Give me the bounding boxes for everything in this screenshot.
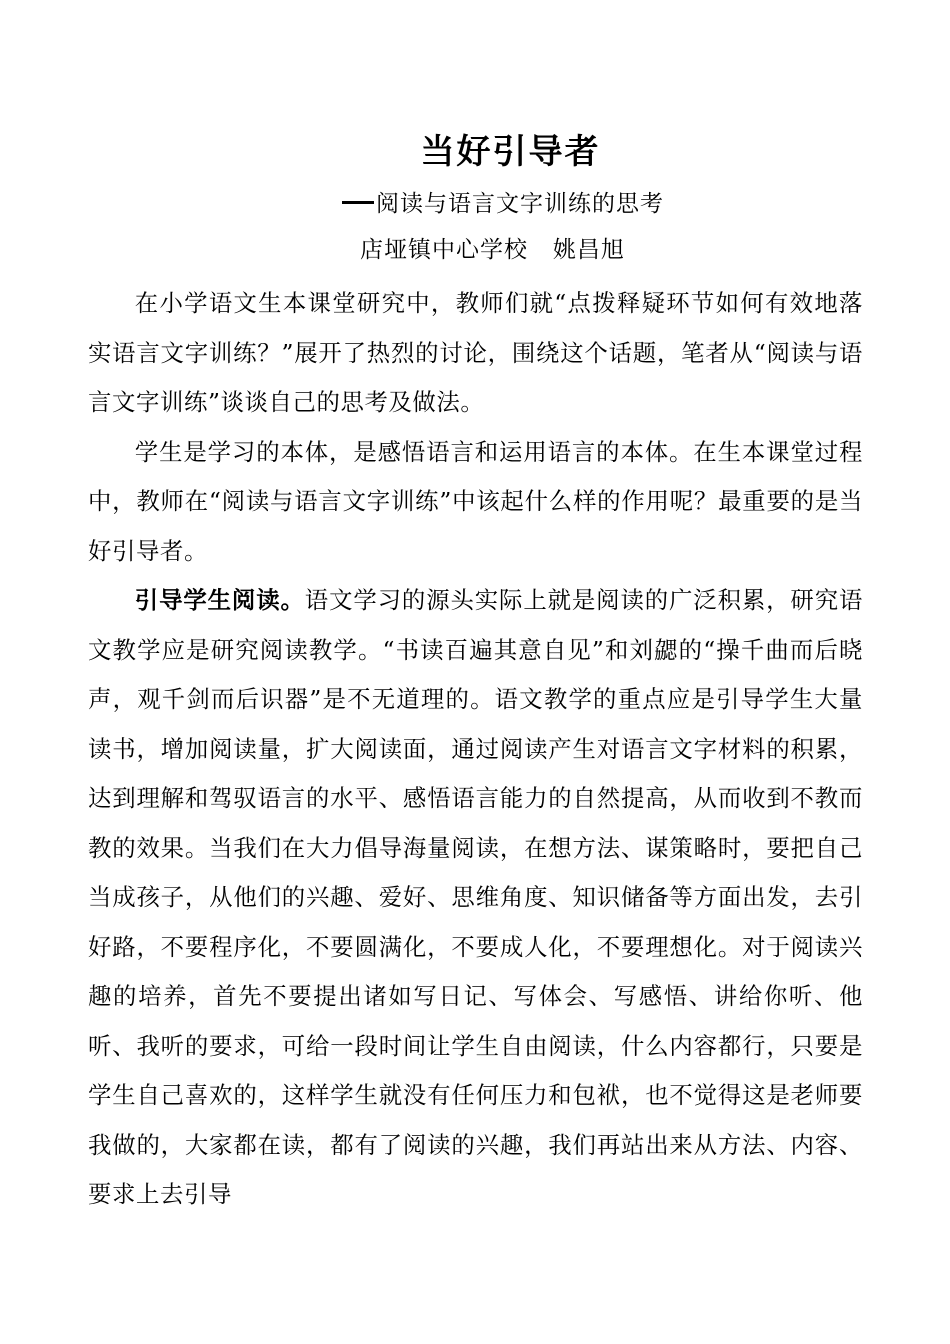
paragraph-2 bbox=[88, 428, 863, 577]
paragraph-lead-bold: 引导学生阅读。 bbox=[134, 586, 305, 614]
document-subtitle bbox=[342, 186, 664, 222]
document-author: 店垭镇中心学校 姚昌旭 bbox=[360, 237, 625, 263]
document-title: 当好引导者 bbox=[420, 132, 601, 172]
paragraph-text: 在小学语文生本课堂研究中，教师们就“点拨释疑环节如何有效地落实语言文字训练？”展开了热烈的讨论，围绕这个话题，笔者从“阅读与语言文字训练”谈谈自己的思考及做法。 bbox=[88, 289, 863, 416]
document-page bbox=[88, 0, 863, 1344]
paragraph-text: 学生是学习的本体，是感悟语言和运用语言的本体。在生本课堂过程中，教师在“阅读与语言文字训练”中该起什么样的作用呢？最重要的是当好引导者。 bbox=[88, 437, 863, 565]
paragraph-1 bbox=[88, 279, 863, 428]
subtitle-text: 阅读与语言文字训练的思考 bbox=[376, 191, 664, 217]
paragraph-3 bbox=[88, 576, 863, 1220]
document-body bbox=[88, 279, 863, 1220]
em-dash-mark bbox=[342, 201, 374, 204]
paragraph-text: 语文学习的源头实际上就是阅读的广泛积累，研究语文教学应是研究阅读教学。“书读百遍其意自见”和刘勰的“操千曲而后晓声，观千剑而后识器”是不无道理的。语文教学的重点应是引导学生大量读书，增加阅读量，扩大阅读面，通过阅读产生对语言文字材料的积累，达到理解和驾驭语言的水平、感悟语言能力的自然提高，从而收到不教而教的效果。当我们在大力倡导海量阅读，在想方法、谋策略时，要把自己当成孩子，从他们的兴趣、爱好、思维角度、知识储备等方面出发，去引好路，不要程序化，不要圆满化，不要成人化，不要理想化。对于阅读兴趣的培养，首先不要提出诸如写日记、写体会、写感悟、讲给你听、他听、我听的要求，可给一段时间让学生自由阅读，什么内容都行，只要是学生自己喜欢的，这样学生就没有任何压力和包袱，也不觉得这是老师要我做的，大家都在读，都有了阅读的兴趣，我们再站出来从方法、内容、要求上去引导 bbox=[88, 586, 863, 1208]
